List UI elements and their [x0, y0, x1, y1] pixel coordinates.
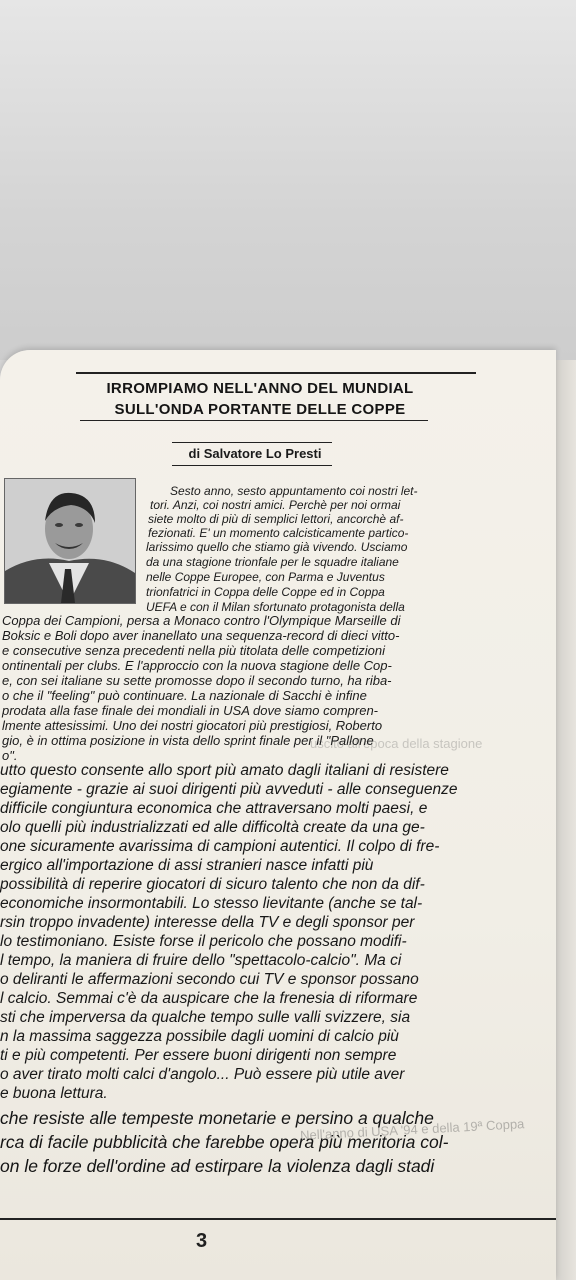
text-line: difficile congiuntura economica che attraversano molti paesi, e — [0, 800, 428, 817]
bleed-through-text: Nell'anno di USA '94 e della 19ª Coppa — [299, 1116, 525, 1143]
text-line: siete molto di più di semplici lettori, ancorchè af- — [148, 512, 404, 526]
text-line: olo quelli più industrializzati ed alle difficoltà create da una ge- — [0, 819, 425, 836]
text-line: rsin troppo invadente) interesse della TV e degli sponsor per — [0, 914, 415, 931]
top-rule — [76, 372, 476, 374]
text-line: ti e più competenti. Per essere buoni dirigenti non sempre — [0, 1047, 397, 1064]
text-line: fezionati. E' un momento calcisticamente partico- — [148, 526, 409, 540]
text-line: one sicuramente avarissima di campioni autentici. Il colpo di fre- — [0, 838, 440, 855]
portrait-image — [5, 479, 135, 603]
table-surface — [0, 0, 576, 360]
text-line: rca di facile pubblicità che farebbe opera più meritoria col- — [0, 1132, 449, 1152]
text-line: sti che imperversa da qualche tempo sulle valli svizzere, sia — [0, 1009, 411, 1026]
page-number: 3 — [196, 1230, 208, 1252]
author-byline: di Salvatore Lo Presti — [188, 446, 322, 461]
text-line: lo testimoniano. Esiste forse il pericolo che possano modifi- — [0, 933, 407, 950]
text-line: UEFA e con il Milan sfortunato protagonista della — [146, 600, 405, 614]
author-portrait — [4, 478, 136, 604]
bleed-through-text: uscito all'epoca della stagione — [310, 736, 483, 751]
byline-rule-top — [172, 442, 332, 443]
text-line: Boksic e Boli dopo aver inanellato una sequenza-record di dieci vitto- — [2, 628, 400, 643]
text-line: gio, è in ottima posizione in vista dello sprint finale per il "Pallone — [2, 733, 374, 748]
text-line: prodata alla fase finale dei mondiali in USA dove siamo compren- — [2, 703, 378, 718]
text-line: utto questo consente allo sport più amato dagli italiani di resistere — [0, 762, 449, 779]
text-line: on le forze dell'ordine ad estirpare la violenza dagli stadi — [0, 1156, 435, 1176]
text-line: ontinentali per clubs. E l'approccio con la nuova stagione delle Cop- — [2, 658, 392, 673]
text-line: egiamente - grazie ai suoi dirigenti più avveduti - alle conseguenze — [0, 781, 458, 798]
text-line: Coppa dei Campioni, persa a Monaco contro l'Olympique Marseille di — [2, 613, 401, 628]
text-line: larissimo quello che stiamo già vivendo. Usciamo — [146, 540, 408, 554]
text-line: e buona lettura. — [0, 1085, 108, 1102]
text-line: che resiste alle tempeste monetarie e persino a qualche — [0, 1108, 434, 1128]
text-line: ergico all'importazione di assi stranieri nasce infatti più — [0, 857, 374, 874]
text-line: lmente attesissimi. Uno dei nostri giocatori più prestigiosi, Roberto — [2, 718, 383, 733]
text-line: nelle Coppe Europee, con Parma e Juventus — [146, 570, 385, 584]
page-title-line-1: IRROMPIAMO NELL'ANNO DEL MUNDIAL — [106, 380, 414, 397]
text-line: economiche insormontabili. Lo stesso lievitante (anche se tal- — [0, 895, 423, 912]
text-line: trionfatrici in Coppa delle Coppe ed in Coppa — [146, 585, 385, 599]
footer-rule — [0, 1218, 556, 1220]
text-line: e consecutive senza precedenti nella più titolata delle competizioni — [2, 643, 386, 658]
title-rule — [80, 420, 428, 421]
text-line: o". — [2, 748, 18, 763]
byline-rule-bottom — [172, 465, 332, 466]
text-line: o deliranti le affermazioni secondo cui TV e sponsor possano — [0, 971, 419, 988]
text-line: tori. Anzi, coi nostri amici. Perchè per noi ormai — [150, 498, 401, 512]
page-title-line-2: SULL'ONDA PORTANTE DELLE COPPE — [114, 401, 406, 418]
text-line: possibilità di reperire giocatori di sicuro talento che non da dif- — [0, 876, 425, 893]
text-line: da una stagione trionfale per le squadre italiane — [146, 555, 399, 569]
text-line: l tempo, la maniera di fruire dello "spettacolo-calcio". Ma ci — [0, 952, 402, 969]
text-line: Sesto anno, sesto appuntamento coi nostri let- — [170, 484, 418, 498]
text-line: o che il "feeling" può continuare. La nazionale di Sacchi è infine — [2, 688, 367, 703]
text-line: n la massima saggezza possibile dagli uomini di calcio più — [0, 1028, 399, 1045]
text-line: l calcio. Semmai c'è da auspicare che la frenesia di riformare — [0, 990, 418, 1007]
text-line: e, con sei italiane su sette promosse dopo il secondo turno, ha riba- — [2, 673, 392, 688]
text-line: o aver tirato molti calci d'angolo... Può essere più utile aver — [0, 1066, 405, 1083]
